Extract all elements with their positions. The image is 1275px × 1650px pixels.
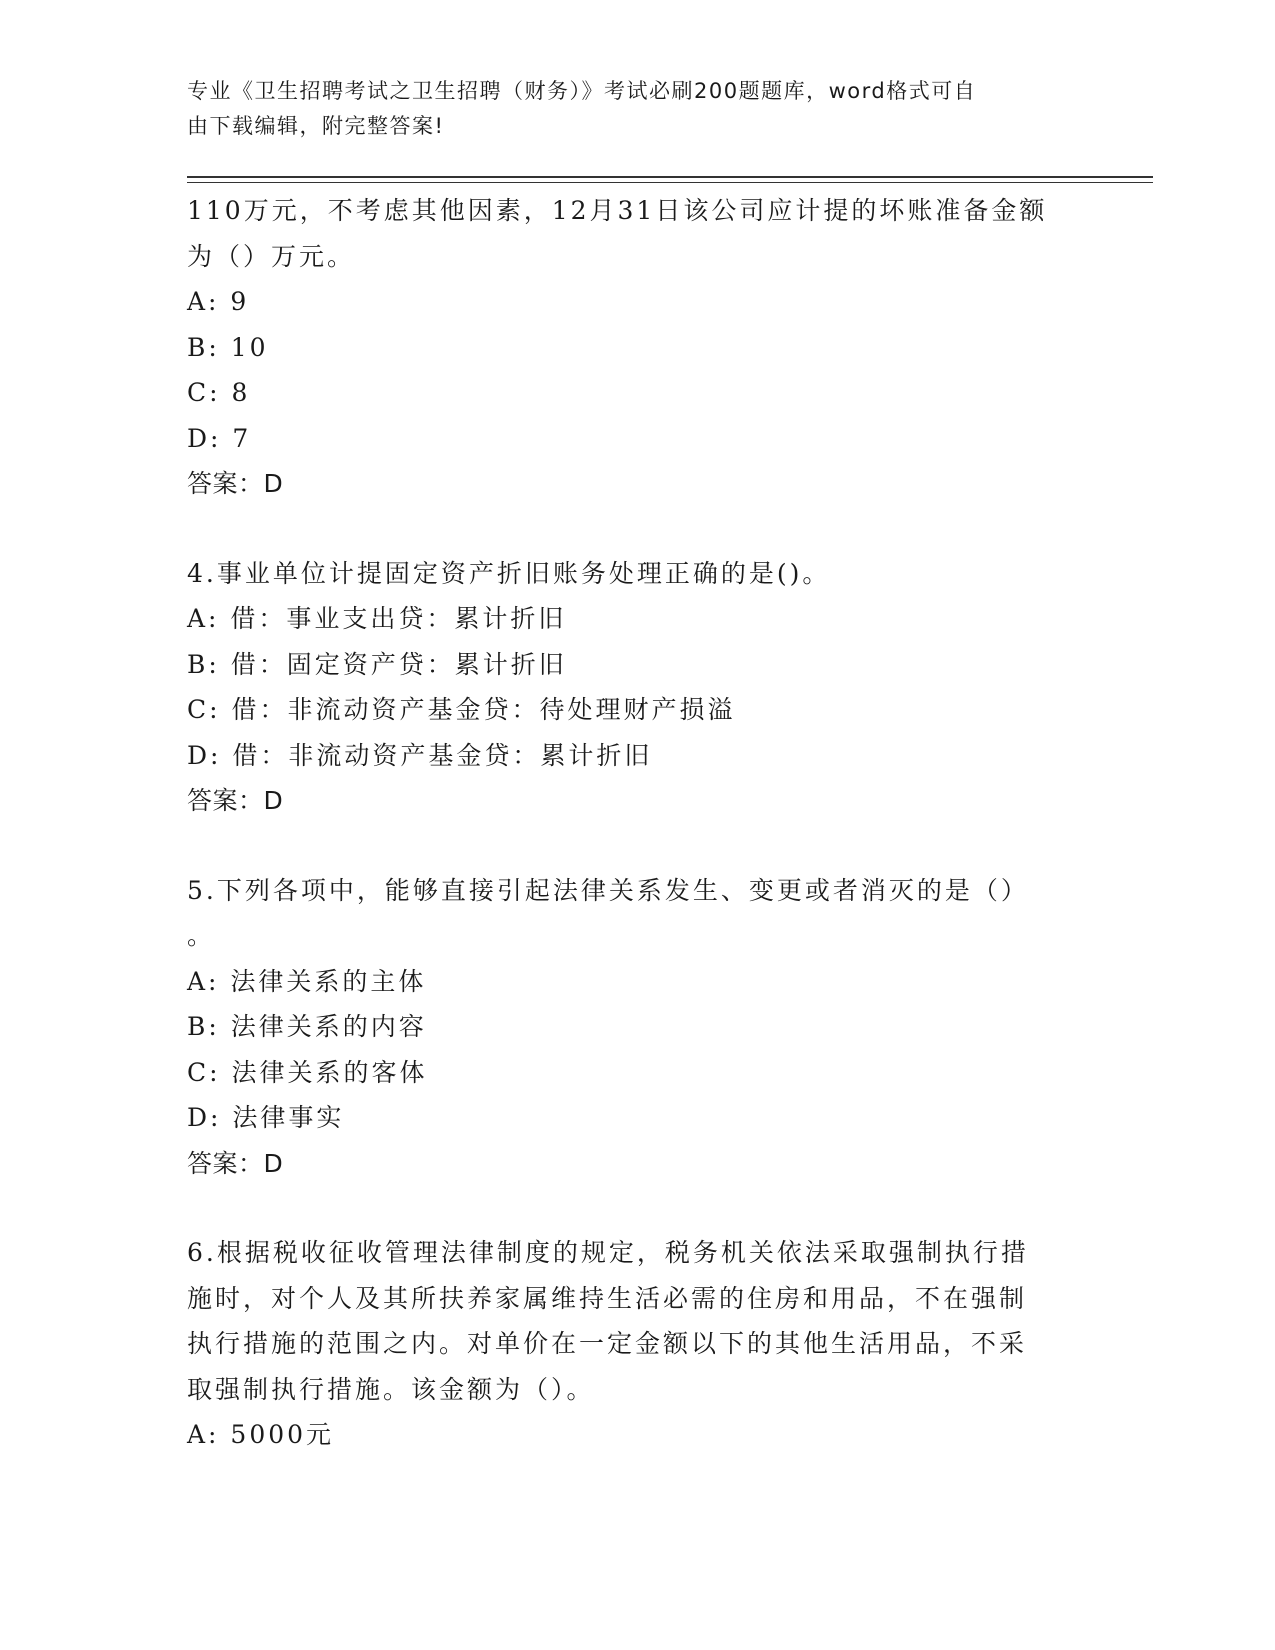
option-c: C: 法律关系的客体 xyxy=(187,1057,428,1087)
option-d: D: 7 xyxy=(187,423,252,453)
option-a: A: 5000元 xyxy=(187,1420,335,1449)
question-stem-line: 4.事业单位计提固定资产折旧账务处理正确的是()。 xyxy=(187,558,831,588)
option-c: C: 8 xyxy=(187,378,251,407)
question-stem-line: 110万元，不考虑其他因素，12月31日该公司应计提的坏账准备金额 xyxy=(187,196,1048,225)
question-stem-line: 取强制执行措施。该金额为（）。 xyxy=(187,1374,595,1404)
header-divider-thick xyxy=(187,176,1153,178)
question-6 xyxy=(187,1230,1087,1458)
option-a: A: 9 xyxy=(187,287,250,316)
question-list xyxy=(187,188,1087,1458)
header-line-2: 由下载编辑，附完整答案! xyxy=(187,114,445,138)
option-d: D: 借：非流动资产基金贷：累计折旧 xyxy=(187,740,653,770)
question-4 xyxy=(187,551,1087,824)
question-stem-line: 6.根据税收征收管理法律制度的规定，税务机关依法采取强制执行措 xyxy=(187,1238,1029,1267)
question-5 xyxy=(187,868,1087,1187)
question-stem-line: 5.下列各项中，能够直接引起法律关系发生、变更或者消灭的是（） xyxy=(187,875,1029,905)
option-b: B: 借：固定资产贷：累计折旧 xyxy=(187,649,567,679)
option-a: A: 法律关系的主体 xyxy=(187,966,427,996)
question-stem-line: 。 xyxy=(187,921,216,950)
option-b: B: 10 xyxy=(187,332,269,362)
question-3 xyxy=(187,188,1087,507)
answer-line: 答案：D xyxy=(187,1148,284,1178)
spacer xyxy=(187,1186,1087,1230)
spacer xyxy=(187,824,1087,868)
spacer xyxy=(187,507,1087,551)
option-a: A: 借：事业支出贷：累计折旧 xyxy=(187,604,567,633)
answer-line: 答案：D xyxy=(187,786,284,815)
option-d: D: 法律事实 xyxy=(187,1103,345,1132)
question-stem-line: 执行措施的范围之内。对单价在一定金额以下的其他生活用品，不采 xyxy=(187,1329,1028,1358)
question-stem-line: 为（）万元。 xyxy=(187,241,356,271)
option-c: C: 借：非流动资产基金贷：待处理财产损溢 xyxy=(187,695,736,724)
question-stem-line: 施时，对个人及其所扶养家属维持生活必需的住房和用品，不在强制 xyxy=(187,1283,1028,1313)
header-divider-thin xyxy=(187,182,1153,183)
header-line-1: 专业《卫生招聘考试之卫生招聘（财务）》考试必刷200题题库，word格式可自 xyxy=(187,79,977,103)
answer-line: 答案：D xyxy=(187,469,284,498)
option-b: B: 法律关系的内容 xyxy=(187,1012,427,1041)
document-header xyxy=(187,74,1067,144)
